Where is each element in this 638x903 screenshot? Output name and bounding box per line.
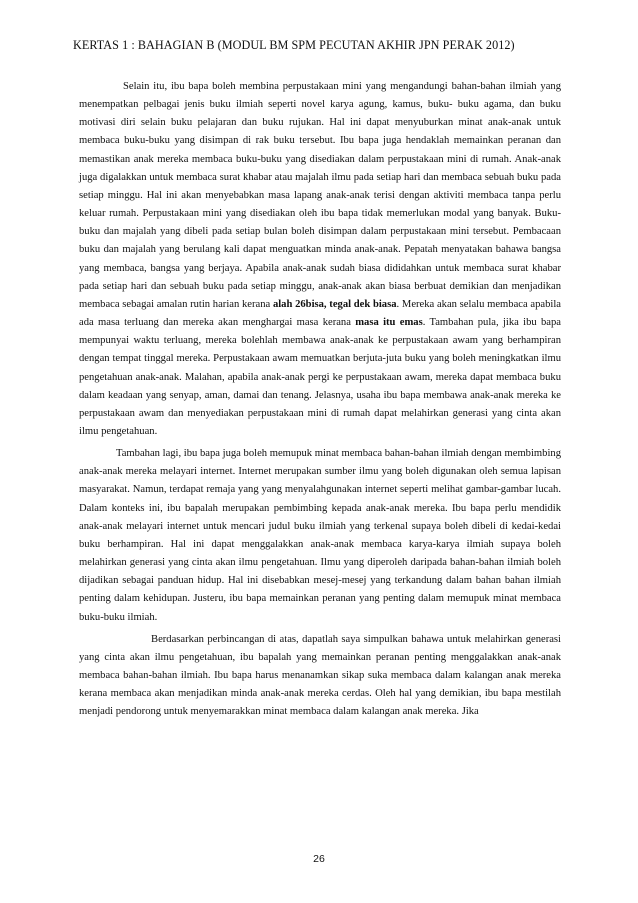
paragraph-3: Berdasarkan perbincangan di atas, dapatlah saya simpulkan bahawa untuk melahirkan generasi yang cinta akan ilmu pengetahuan, ibu bapalah yang memainkan peranan penting menggalakkan anak-anak membaca bahan-bahan ilmiah. Ibu bapa harus menanamkan sikap suka membaca dalam kalangan anak mereka kerana membaca akan menjadikan minda anak-anak mereka cerdas. Oleh hal yang demikian, ibu bapa mestilah menjadi pendorong untuk menyemarakkan minat membaca dalam kalangan anak mereka. Jika (79, 633, 561, 718)
proverb-bold-1: alah 26bisa, tegal dek biasa (272, 298, 397, 310)
page-header: KERTAS 1 : BAHAGIAN B (MODUL BM SPM PECUTAN AKHIR JPN PERAK 2012) (73, 38, 515, 52)
proverb-bold-2: masa itu emas (355, 317, 423, 329)
paragraph-1-text-b: . Mereka akan selalu membaca apabila ada masa terluang dan mereka akan menghargai masa kerana (79, 298, 561, 329)
paragraph-1-text-a: Selain itu, ibu bapa boleh membina perpustakaan mini yang mengandungi bahan-bahan ilmiah yang menempatkan pelbagai jenis buku ilmiah seperti novel karya agung, kamus, buku- buku agama, dan buku motivasi diri selain buku pelajaran dan buku rujukan. Hal ini dapat menyuburkan minat anak-anak untuk membaca buku-buku yang disimpan di rak buku tersebut. Ibu bapa juga hendaklah memainkan peranan dan memastikan anak mereka membaca buku-buku yang disediakan dalam perpustakaan mini di rumah. Anak-anak juga digalakkan untuk membaca surat khabar atau majalah ilmu pada setiap hari dan membaca sebuah buku pada setiap minggu. Hal ini akan menyebabkan masa lapang anak-anak terisi dengan aktiviti membaca tanpa perlu keluar rumah. Perpustakaan mini yang disediakan oleh ibu bapa tidak memerlukan modal yang banyak. Buku-buku dan majalah yang dibeli pada setiap bulan boleh disimpan dalam perpustakaan mini tersebut. Pembacaan buku dan majalah yang berulang kali dapat menguatkan minda anak-anak. Pepatah menyatakan bahawa bangsa yang membaca, bangsa yang berjaya. Apabila anak-anak sudah biasa dididahkan untuk membaca surat khabar pada setiap hari dan sebuah buku pada setiap minggu, anak-anak akan biasa berbuat demikian dan menjadikan membaca sebagai amalan rutin harian kerana (79, 81, 561, 310)
document-body (79, 78, 561, 721)
page-number: 26 (313, 853, 325, 865)
paragraph-1-text-c: . Tambahan pula, jika ibu bapa mempunyai waktu terluang, mereka bolehlah membawa anak-anak ke perpustakaan awam yang berhampiran dengan tempat tinggal mereka. Perpustakaan awam memuatkan berjuta-juta buku yang boleh meningkatkan ilmu pengetahuan anak-anak. Malahan, apabila anak-anak pergi ke perpustakaan awam, mereka dapat membaca buku dalam keadaan yang senyap, aman, damai dan tenang. Jelasnya, usaha ibu bapa membawa anak-anak mereka ke perpustakaan awam dan menyediakan perpustakaan mini di rumah dapat melahirkan generasi yang cinta akan ilmu pengetahuan. (79, 317, 561, 437)
paragraph-1 (79, 78, 561, 441)
paragraph-2: Tambahan lagi, ibu bapa juga boleh memupuk minat membaca bahan-bahan ilmiah dengan membimbing anak-anak mereka melayari internet. Internet merupakan sumber ilmu yang boleh digunakan oleh semua lapisan masyarakat. Namun, terdapat remaja yang yang menyalahgunakan internet seperti melihat gambar-gambar lucah. Dalam konteks ini, ibu bapalah merupakan pembimbing kepada anak-anak mereka. Ibu bapa perlu mendidik anak-anak melayari internet untuk mencari judul buku ilmiah yang terkenal supaya boleh dibeli di kedai-kedai buku berhampiran. Hal ini dapat menggalakkan anak-anak membaca karya-karya ilmiah supaya boleh melahirkan generasi yang cinta akan ilmu pengetahuan. Ilmu yang diperoleh daripada bahan-bahan ilmiah boleh dijadikan sebagai panduan hidup. Hal ini disebabkan mesej-mesej yang terkandung dalam bahan bahan ilmiah penting dalam kehidupan. Justeru, ibu bapa memainkan peranan yang penting dalam memupuk minat membaca buku-buku ilmiah. (79, 448, 561, 623)
